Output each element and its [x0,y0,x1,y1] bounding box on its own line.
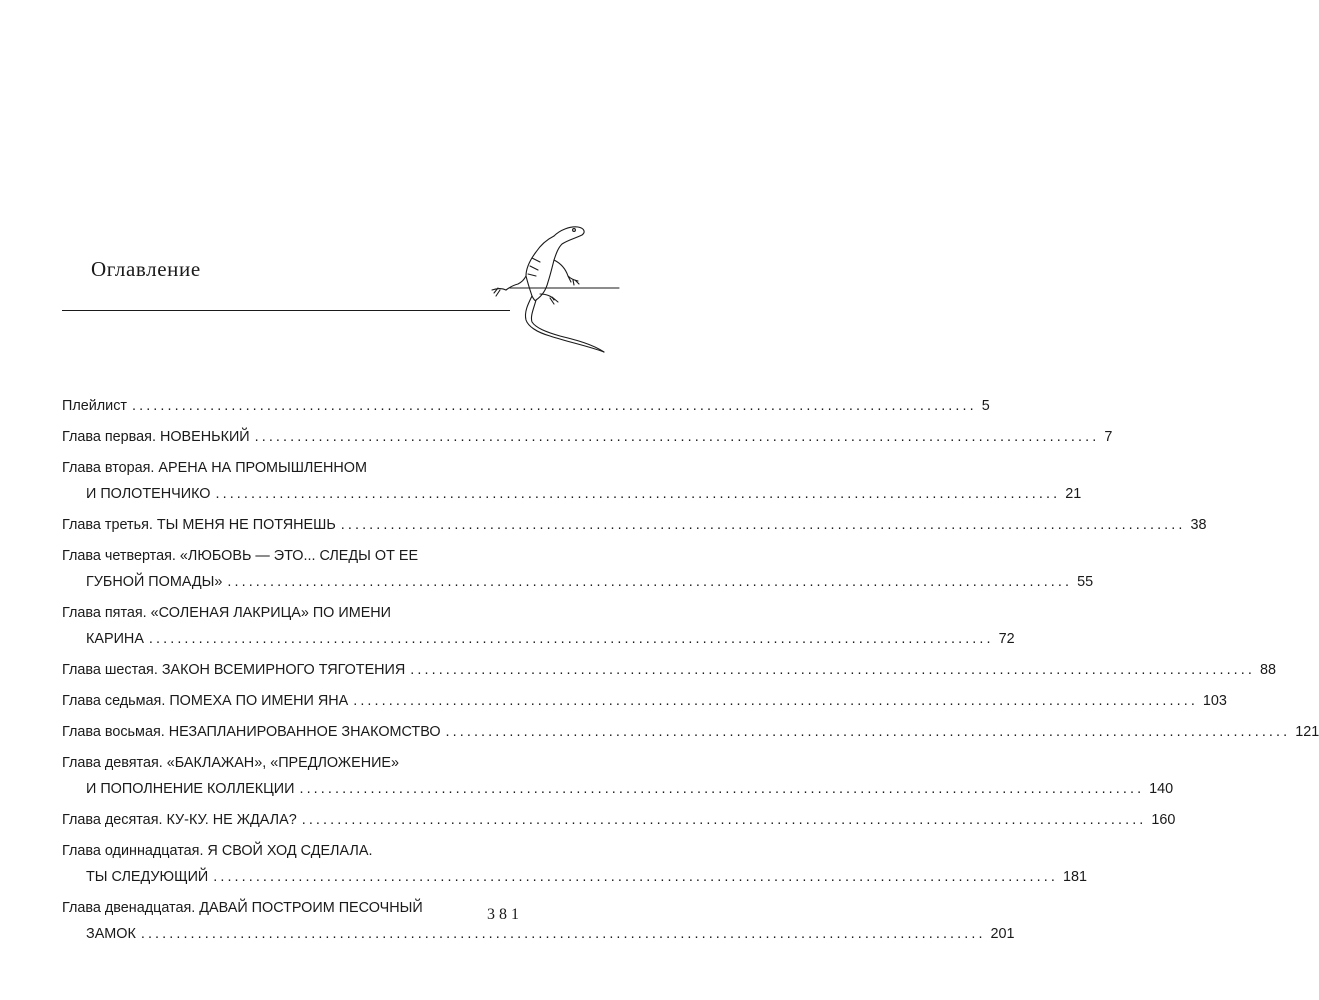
dot-leader: ....................................................................................................................... [215,486,1061,502]
dot-leader: ....................................................................................................................... [213,869,1058,885]
toc-entry-title: ЗАМОК [86,926,136,942]
toc-page-number: 121 [1295,724,1319,740]
toc-entry-title: ТЫ СЛЕДУЮЩИЙ [86,869,209,885]
toc-page-number: 21 [1065,486,1082,502]
toc-entry-title: Глава восьмая. НЕЗАПЛАНИРОВАННОЕ ЗНАКОМСТВО [62,724,441,740]
lizard-line-drawing-icon [470,218,619,358]
toc-entry-line [62,719,1319,745]
toc-entry-line [62,838,516,864]
toc-entry[interactable] [62,719,1319,745]
toc-entry[interactable] [62,895,1015,947]
dot-leader: ....................................................................................................................... [227,574,1073,590]
toc-entry-title: Глава первая. НОВЕНЬКИЙ [62,429,250,445]
toc-entry-title: И ПОПОЛНЕНИЕ КОЛЛЕКЦИИ [86,781,295,797]
toc-page-number: 88 [1259,662,1276,678]
toc-entry[interactable] [62,455,1082,507]
toc-entry-title: КАРИНА [86,631,144,647]
toc-entry-title: Глава вторая. АРЕНА НА ПРОМЫШЛЕННОМ [62,460,367,476]
toc-entry[interactable] [62,657,1276,683]
dot-leader: ....................................................................................................................... [148,631,994,647]
heading-rule [62,310,510,311]
toc-entry[interactable] [62,688,1227,714]
dot-leader: ....................................................................................................................... [353,693,1198,709]
dot-leader: ....................................................................................................................... [445,724,1291,740]
dot-leader: ....................................................................................................................... [299,781,1145,797]
toc-page-number: 72 [998,631,1015,647]
toc-page-number: 55 [1077,574,1094,590]
dot-leader: ....................................................................................................................... [340,517,1186,533]
dot-leader: ....................................................................................................................... [301,812,1147,828]
toc-entry-title: Глава десятая. КУ-КУ. НЕ ЖДАЛА? [62,812,297,828]
toc-entry-line [62,864,1087,890]
toc-entry-line [62,657,1276,683]
toc-entry-line [62,512,1207,538]
dot-leader: ....................................................................................................................... [410,662,1255,678]
toc-entry-line [62,455,516,481]
toc-entry-line [62,543,516,569]
toc-entry-line [62,481,1082,507]
toc-entry-line [62,626,1015,652]
toc-entry-line [62,600,516,626]
toc-entry-line [62,424,1113,450]
toc-entry-line [62,569,1094,595]
toc-entry-title: Глава пятая. «СОЛЕНАЯ ЛАКРИЦА» ПО ИМЕНИ [62,605,392,621]
toc-page-number: 103 [1202,693,1227,709]
toc-entry-line [62,776,1174,802]
toc-entry-line [62,688,1227,714]
toc-entry-title: Глава девятая. «БАКЛАЖАН», «ПРЕДЛОЖЕНИЕ» [62,755,400,771]
toc-heading: Оглавление [91,257,201,281]
toc-entry[interactable] [62,512,1207,538]
toc-entry-title: Глава четвертая. «ЛЮБОВЬ — ЭТО... СЛЕДЫ ОТ ЕЕ [62,548,419,564]
toc-entry-title: И ПОЛОТЕНЧИКО [86,486,211,502]
toc-entry-line [62,921,1015,947]
table-of-contents [62,393,1319,952]
toc-entry-line [62,393,990,419]
toc-entry[interactable] [62,600,1015,652]
dot-leader: ....................................................................................................................... [254,429,1100,445]
dot-leader: ....................................................................................................................... [140,926,986,942]
toc-entry[interactable] [62,424,1113,450]
toc-entry[interactable] [62,750,1174,802]
toc-entry-title: Глава седьмая. ПОМЕХА ПО ИМЕНИ ЯНА [62,693,349,709]
toc-page-number: 5 [981,398,990,414]
toc-entry-title: Глава двенадцатая. ДАВАЙ ПОСТРОИМ ПЕСОЧНЫЙ [62,900,423,916]
toc-page-number: 181 [1062,869,1087,885]
toc-page-number: 140 [1149,781,1174,797]
toc-page-number: 7 [1104,429,1113,445]
toc-entry-title: Глава шестая. ЗАКОН ВСЕМИРНОГО ТЯГОТЕНИЯ [62,662,406,678]
toc-entry[interactable] [62,838,1087,890]
toc-entry-title: ГУБНОЙ ПОМАДЫ» [86,574,223,590]
toc-entry-line [62,807,1176,833]
toc-page-number: 160 [1151,812,1176,828]
toc-entry-line [62,895,516,921]
toc-page-number: 201 [990,926,1015,942]
toc-page-number: 38 [1190,517,1207,533]
toc-entry[interactable] [62,807,1176,833]
toc-entry-title: Плейлист [62,398,128,414]
toc-entry-title: Глава одиннадцатая. Я СВОЙ ХОД СДЕЛАЛА. [62,843,373,859]
toc-entry[interactable] [62,393,990,419]
page-folio: 381 [487,906,523,923]
toc-entry-line [62,750,516,776]
toc-entry[interactable] [62,543,1094,595]
dot-leader: ....................................................................................................................... [132,398,977,414]
toc-entry-title: Глава третья. ТЫ МЕНЯ НЕ ПОТЯНЕШЬ [62,517,336,533]
